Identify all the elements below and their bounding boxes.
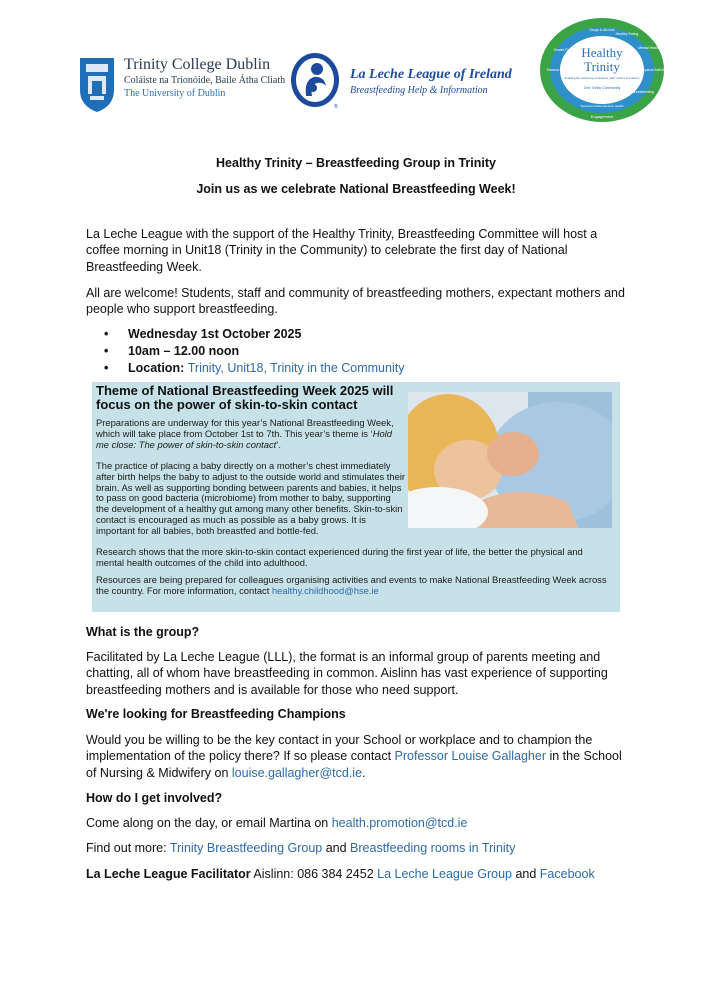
- bullet: •: [104, 344, 109, 359]
- involved-section: [86, 790, 626, 882]
- callout-paragraph-1: Preparations are underway for this year’s National Breastfeeding Week, which will take place from October 1st to 7th. This year’s theme is ‘Hold me close: The power of skin-to-skin contact’.: [96, 417, 394, 450]
- bullet: •: [104, 361, 109, 376]
- callout-title: Theme of National Breastfeeding Week 2025 will focus on the power of skin-to-skin contact: [96, 383, 394, 412]
- ht-segment-6: Tobacco: [546, 68, 560, 72]
- hse-email-link[interactable]: healthy.childhood@hse.ie: [271, 584, 379, 596]
- facebook-link[interactable]: Facebook: [539, 866, 595, 881]
- louise-email-link[interactable]: louise.gallagher@tcd.ie: [231, 765, 363, 780]
- location-link[interactable]: Trinity, Unit18, Trinity in the Community: [187, 361, 405, 376]
- louise-gallagher-link[interactable]: Professor Louise Gallagher: [394, 749, 546, 764]
- lll-name: La Leche League of Ireland: [350, 66, 512, 82]
- main-content: [86, 156, 626, 377]
- what-section: [86, 624, 626, 698]
- ht-line1: Healthy: [581, 45, 623, 60]
- ht-segment-3: Physical Activity: [640, 68, 665, 72]
- ht-segment-8: Engagement: [590, 114, 614, 119]
- callout-paragraph-3: Research shows that the more skin-to-skin contact experienced during the first year of life, the better the physical and mental health outcomes of the child into adulthood.: [96, 546, 583, 568]
- callout-paragraph-2: The practice of placing a baby directly on a mother’s chest immediately after birth helps the baby to adjust to the outside world and stimulates their brain. As well as supporting bonding between parents and babies, it helps to pass on good bacteria (microbiome) from mother to baby, supporting the development of a healthy gut among many other benefits. Skin-to-skin contact is encouraged as much as possible as a baby grows. It is important for all babies, both breastfed and bottle-fed.: [96, 460, 406, 536]
- ht-community: One Trinity Community: [583, 86, 621, 90]
- ht-segment-1: Healthy Eating: [615, 32, 639, 36]
- event-location: [104, 360, 626, 377]
- tcd-logo: [78, 56, 285, 114]
- ht-segment-5: Sexual and Reproductive Health: [580, 104, 624, 108]
- mother-baby-icon: [290, 52, 340, 110]
- lll-group-link[interactable]: La Leche League Group: [377, 866, 512, 881]
- intro-paragraph-2: All are welcome! Students, staff and community of breastfeeding mothers, expectant mothers and people who support breastfeeding.: [86, 285, 625, 317]
- page-title: Healthy Trinity – Breastfeeding Group in Trinity: [216, 156, 496, 170]
- ht-segment-4: Breastfeeding: [632, 90, 654, 94]
- callout-paragraph-4: Resources are being prepared for colleagues organising activities and events to make National Breastfeeding Week across the country. For more information, contact healthy.childhood@hse.ie: [96, 574, 607, 596]
- skin-to-skin-photo: [408, 392, 612, 528]
- health-promotion-email-link[interactable]: health.promotion@tcd.ie: [331, 816, 468, 830]
- tcd-university: The University of Dublin: [124, 88, 226, 99]
- ht-segment-7: Smoke Free: [553, 48, 573, 52]
- facilitator-line: La Leche League Facilitator Aislinn: 086 384 2452 La Leche League Group and Facebook: [86, 866, 595, 881]
- svg-text:®: ®: [334, 104, 338, 110]
- event-details-list: [86, 326, 626, 377]
- tcd-irish-name: Coláiste na Tríonóide, Baile Átha Cliath: [124, 75, 286, 86]
- ht-segment-2: Mental Health: [638, 46, 660, 50]
- lll-logo: [290, 52, 512, 110]
- trinity-breastfeeding-group-link[interactable]: Trinity Breastfeeding Group: [169, 841, 323, 856]
- champions-text: Would you be willing to be the key contact in your School or workplace and to champion the implementation of the policy there? If so please contact Professor Louise Gallagher in the School of Nursing & Midwifery on louise.gallagher@tcd.ie.: [86, 733, 622, 780]
- champions-heading: We're looking for Breastfeeding Champions: [86, 707, 346, 721]
- logo-header: [0, 0, 710, 130]
- involved-find-out-line: Find out more: Trinity Breastfeeding Group and Breastfeeding rooms in Trinity: [86, 841, 516, 856]
- champions-section: [86, 706, 626, 781]
- what-heading: What is the group?: [86, 625, 200, 639]
- involved-heading: How do I get involved?: [86, 791, 223, 805]
- intro-paragraph-1: La Leche League with the support of the Healthy Trinity, Breastfeeding Committee will host a coffee morning in Unit18 (Trinity in the Community) to celebrate the first day of National Breastfeeding Week.: [86, 227, 598, 274]
- ht-segment-0: Drugs & Alcohol: [589, 28, 615, 32]
- location-label: Location:: [128, 361, 185, 376]
- ht-line2: Trinity: [584, 59, 620, 74]
- breastfeeding-rooms-link[interactable]: Breastfeeding rooms in Trinity: [350, 841, 516, 856]
- bullet: •: [104, 327, 109, 342]
- what-text: Facilitated by La Leche League (LLL), the format is an informal group of parents meeting and chatting, all of whom have breastfeeding in common. Aislinn has vast experience of supporting breastfeeding mothers and is available for those who need support.: [86, 650, 608, 697]
- event-date: • Wednesday 1st October 2025: [104, 327, 302, 342]
- ht-subtitle: Enabling the well-being of students, staff, visitors and alumni: [564, 76, 640, 80]
- tcd-shield-icon: [78, 56, 116, 114]
- healthy-trinity-logo: [539, 17, 665, 123]
- involved-email-line: Come along on the day, or email Martina on health.promotion@tcd.ie: [86, 816, 468, 830]
- lll-tagline: Breastfeeding Help & Information: [350, 84, 488, 96]
- tcd-name: Trinity College Dublin: [124, 56, 271, 73]
- event-time: • 10am – 12.00 noon: [104, 344, 240, 359]
- page-subtitle: Join us as we celebrate National Breastfeeding Week!: [196, 182, 516, 196]
- theme-callout: [92, 382, 620, 612]
